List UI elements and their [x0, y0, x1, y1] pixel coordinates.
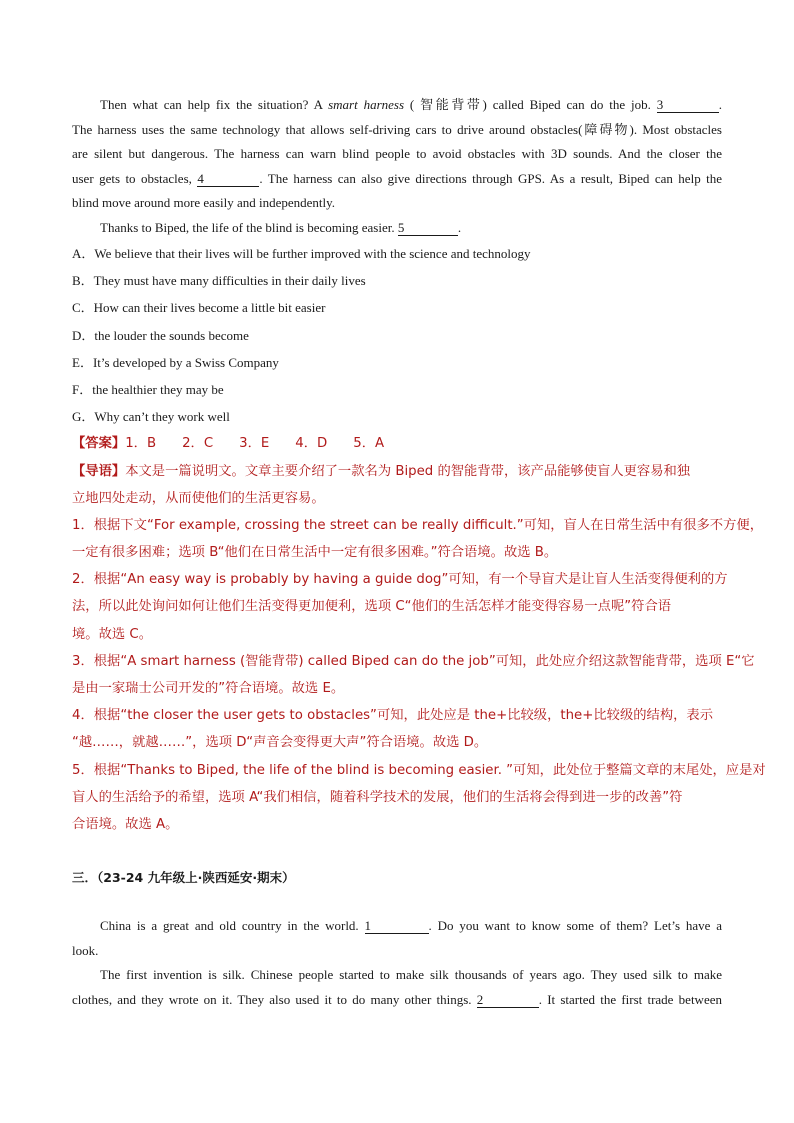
- option-d: D．the louder the sounds become: [72, 327, 249, 343]
- explanation-list: [72, 512, 766, 838]
- answer-key: [72, 430, 722, 457]
- section3-paragraph-2: The first invention is silk. Chinese people started to make silk thousands of years ago. They used silk to make clothes, and they wrote on it. They also used it to do many other things. 2 . It started the first trade between: [72, 967, 722, 1007]
- answer-item: 3．E: [239, 436, 270, 452]
- guide-label: 【导语】: [72, 463, 126, 479]
- section-heading: 三．（23-24 九年级上·陕西延安·期末）: [72, 870, 295, 886]
- answer-item: 1．B: [125, 436, 157, 452]
- passage-line: user gets to obstacles, 4 . The harness can also give directions through GPS. As a result, Biped can help the: [72, 170, 722, 186]
- passage-paragraph-2: Thanks to Biped, the life of the blind is becoming easier. 5 .: [100, 219, 462, 235]
- answer-item: 2．C: [182, 436, 214, 452]
- section3-paragraph-1: China is a great and old country in the world. 1 . Do you want to know some of them? Let’s have a look.: [72, 918, 723, 958]
- option-a: A．We believe that their lives will be further improved with the science and technology: [72, 246, 531, 261]
- explanation-3: 3．根据“A smart harness (智能背带) called Biped can do the job”可知，此处应介绍这款智能背带，选项 E“它 是由一家瑞士公司开发的”符合语境。故选 E。: [72, 653, 755, 696]
- passage-paragraph-1: [72, 93, 722, 216]
- guide-section: 【导语】本文是一篇说明文。文章主要介绍了一款名为 Biped 的智能背带，该产品能够使盲人更容易和独 立地四处走动，从而使他们的生活更容易。: [72, 463, 691, 506]
- option-list: [72, 240, 722, 430]
- answer-blank-2: 2: [477, 993, 539, 1008]
- option-f: F．the healthier they may be: [72, 381, 224, 397]
- answer-item: 4．D: [295, 436, 328, 452]
- answer-item: 5．A: [353, 436, 385, 452]
- option-c: C．How can their lives become a little bit easier: [72, 300, 326, 316]
- answer-blank-3: 3: [657, 98, 719, 113]
- answer-blank-5: 5: [398, 221, 458, 236]
- answer-blank-1: 1: [365, 919, 429, 934]
- passage-line: blind move around more easily and independently.: [72, 195, 336, 210]
- option-g: G．Why can’t they work well: [72, 409, 230, 425]
- option-e: E．It’s developed by a Swiss Company: [72, 354, 279, 370]
- passage-line: Then what can help fix the situation? A smart harness ( 智能背带) called Biped can do the job. 3 .: [100, 97, 722, 112]
- explanation-4: 4．根据“the closer the user gets to obstacles”可知，此处应是 the+比较级，the+比较级的结构，表示 “越……，就越……”，选项 D“声音会变得更大声”符合语境。故选 D。: [72, 708, 714, 751]
- document-page: [72, 93, 766, 1012]
- option-b: B．They must have many difficulties in their daily lives: [72, 273, 366, 289]
- answer-label: 【答案】: [72, 436, 126, 452]
- explanation-5: 5．根据“Thanks to Biped, the life of the blind is becoming easier. ”可知，此处位于整篇文章的末尾处，应是对 盲人的生活给予的希望，选项 A“我们相信，随着科学技术的发展，他们的生活将会得到进一步的改善”符 合语境。故选 A。: [72, 762, 766, 832]
- explanation-1: 1．根据下文“For example, crossing the street can be really difficult.”可知，盲人在日常生活中有很多不方便， 一定有很多困难；选项 B“他们在日常生活中一定有很多困难。”符合语境。故选 B。: [72, 517, 763, 561]
- answer-blank-4: 4: [197, 172, 259, 187]
- passage-line: The harness uses the same technology that allows self-driving cars to drive around obstacles(障碍物). Most obstacles: [72, 121, 722, 137]
- passage-line: are silent but dangerous. The harness can warn blind people to avoid obstacles with 3D sounds. And the closer the: [72, 146, 722, 161]
- explanation-2: 2．根据“An easy way is probably by having a guide dog”可知，有一个导盲犬是让盲人生活变得便利的方 法，所以此处询问如何让他们生活变得更加便利，选项 C“他们的生活怎样才能变得容易一点呢”符合语 境。故选 C。: [72, 572, 728, 642]
